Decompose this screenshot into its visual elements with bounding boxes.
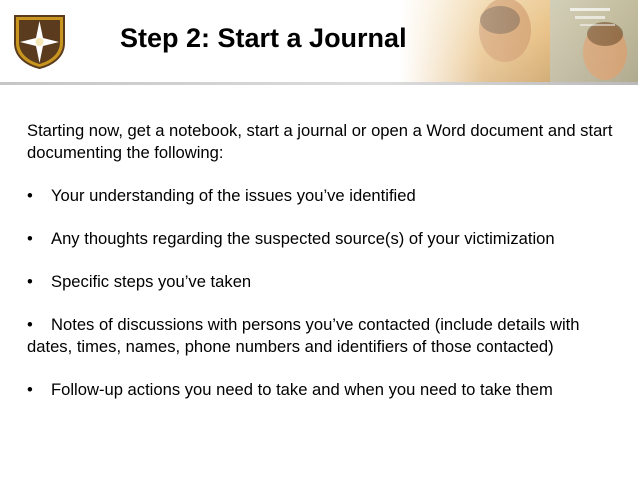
intro-paragraph: Starting now, get a notebook, start a journal or open a Word document and start documenting the following:: [27, 121, 613, 162]
slide-body: [27, 120, 627, 422]
slide-title: Step 2: Start a Journal: [120, 23, 407, 53]
people-collage-photo: [400, 0, 638, 82]
bullet-text: Notes of discussions with persons you’ve contacted (include details with dates, times, names, phone numbers and identifiers of those contacted): [27, 315, 580, 356]
header-divider: [0, 82, 638, 85]
slide-header: [0, 0, 638, 82]
bullet-item: [27, 185, 627, 207]
bullet-icon: •: [27, 186, 33, 205]
bullet-text: Any thoughts regarding the suspected source(s) of your victimization: [51, 229, 555, 248]
bullet-text: Your understanding of the issues you’ve identified: [51, 186, 416, 205]
bullet-icon: •: [27, 315, 33, 334]
bullet-item: [27, 228, 627, 250]
bullet-icon: •: [27, 229, 33, 248]
bullet-text: Specific steps you’ve taken: [51, 272, 252, 291]
bullet-icon: •: [27, 380, 33, 399]
bullet-item: [27, 271, 627, 293]
bullet-icon: •: [27, 272, 33, 291]
shield-star-icon: [12, 13, 67, 69]
bullet-text: Follow-up actions you need to take and when you need to take them: [51, 380, 553, 399]
bullet-item: [27, 314, 627, 358]
bullet-item: [27, 379, 627, 401]
